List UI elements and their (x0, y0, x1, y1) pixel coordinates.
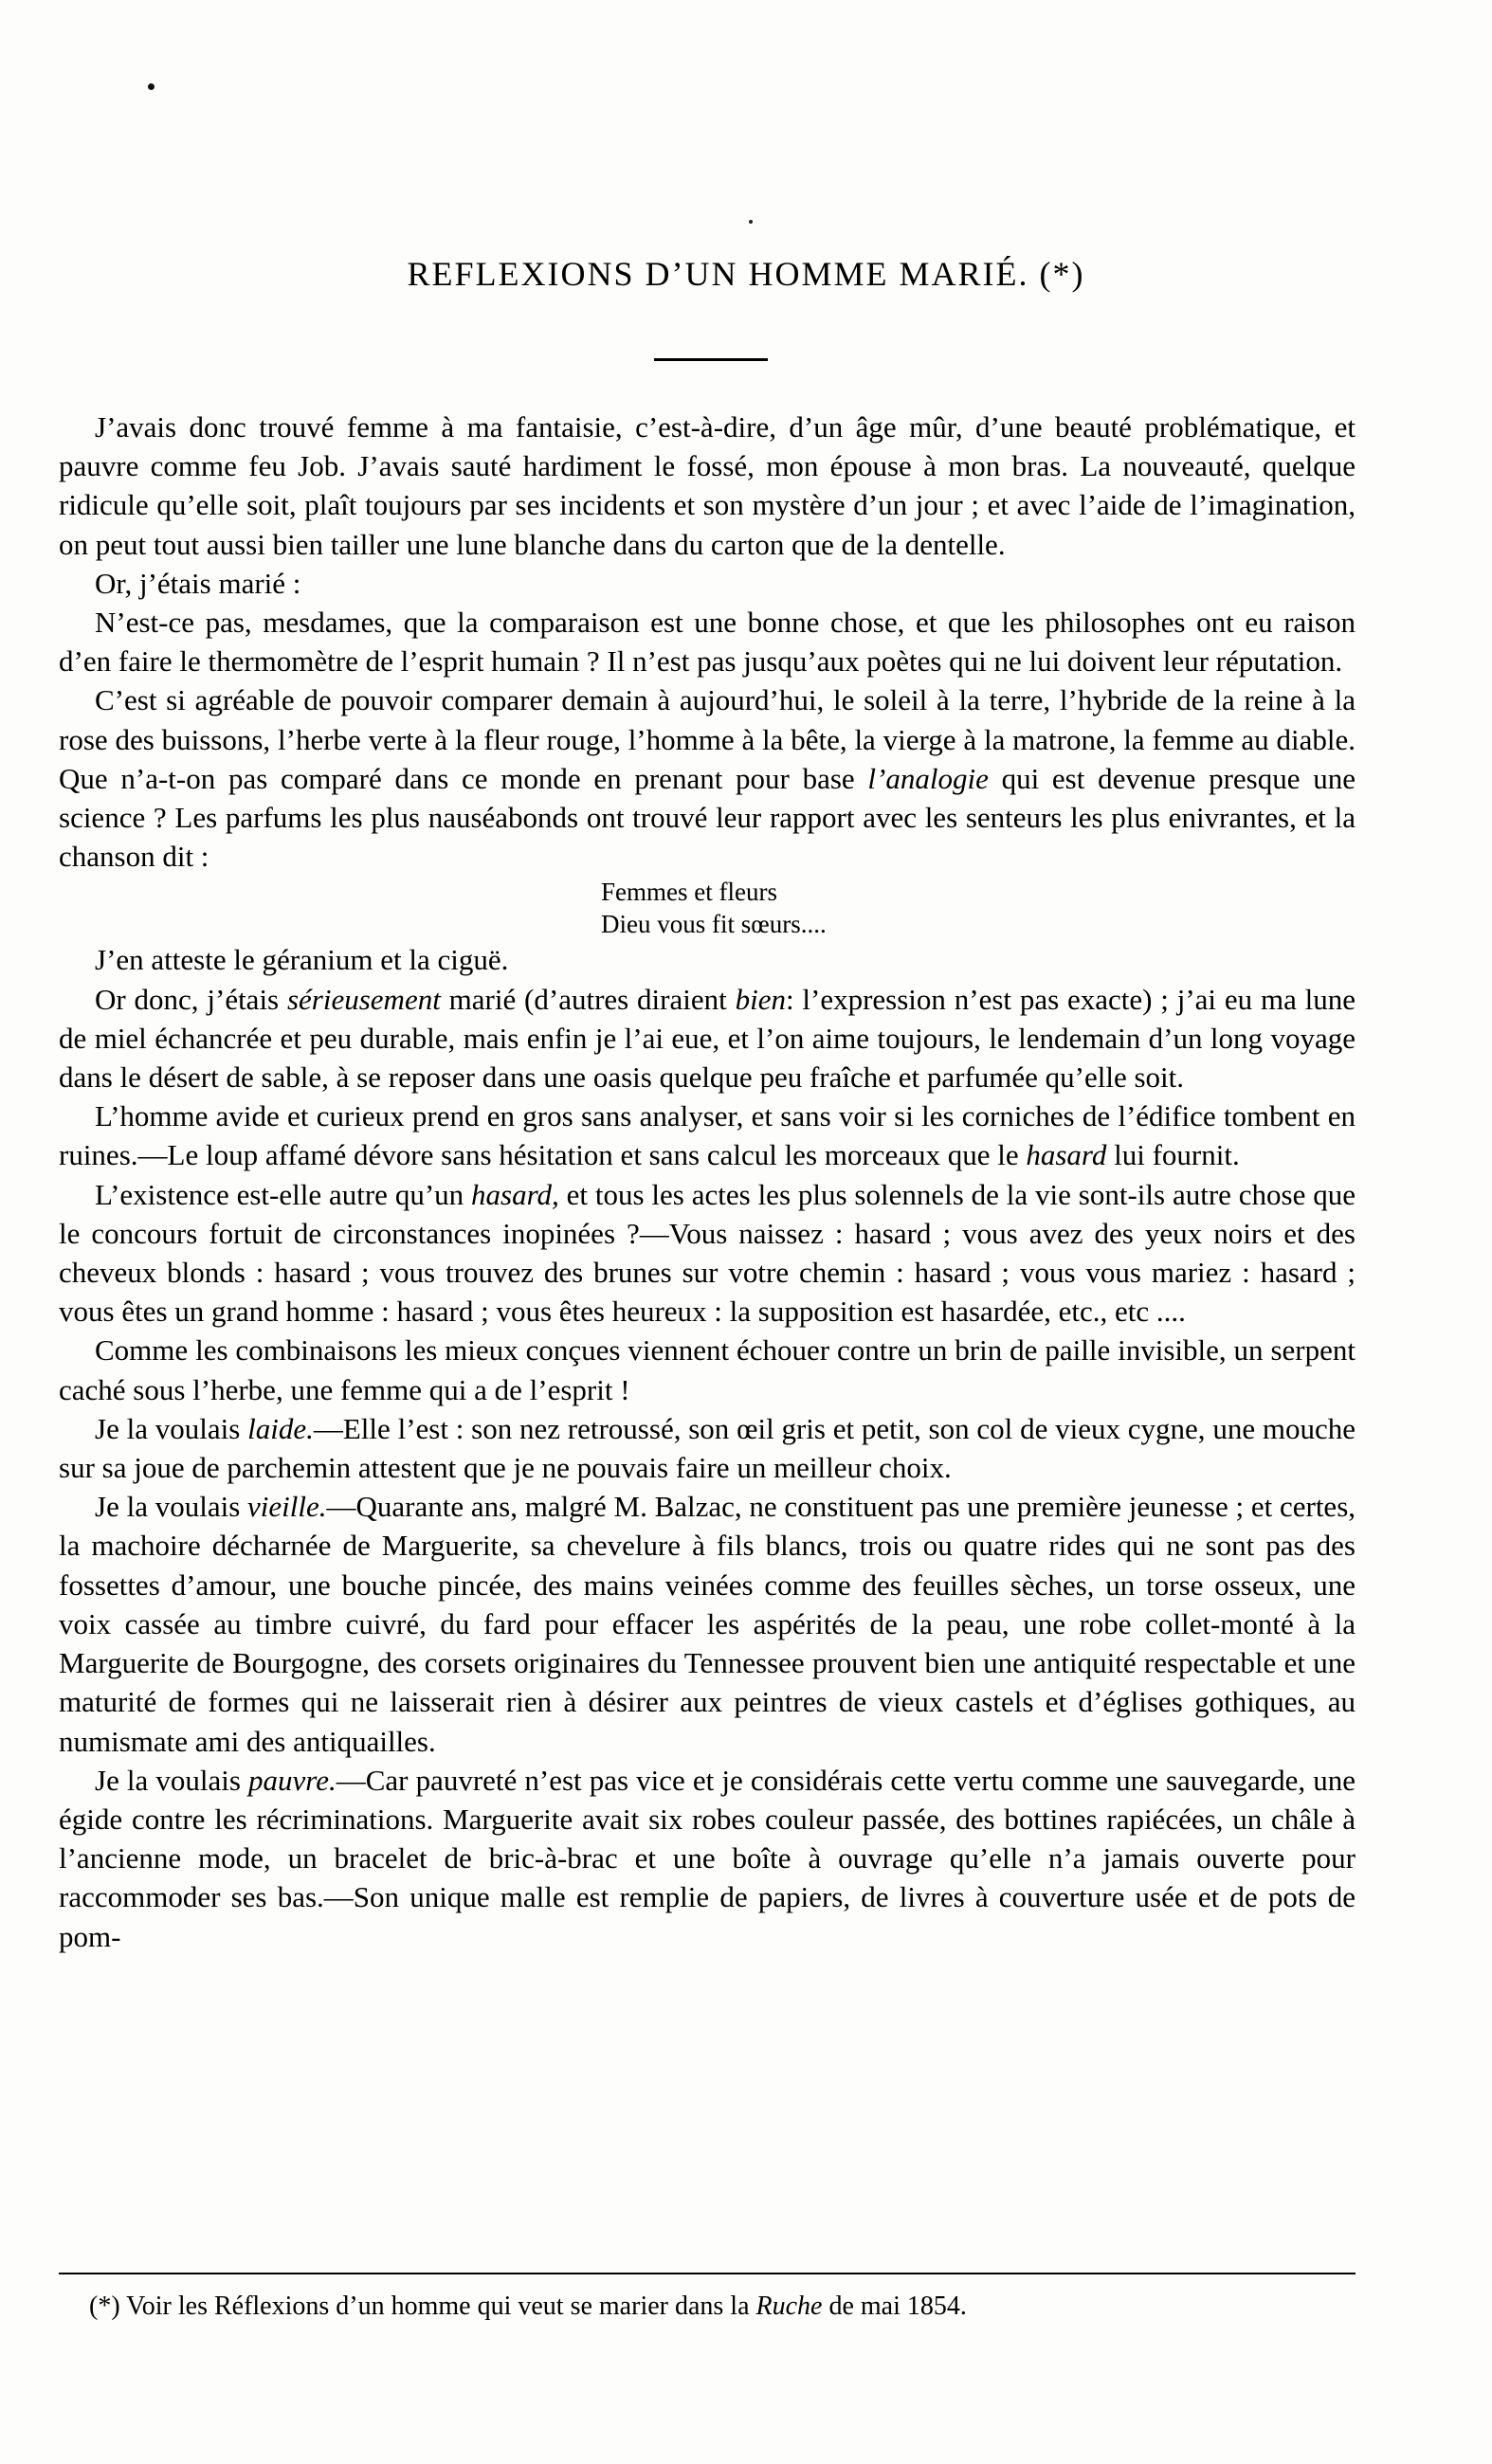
paragraph: Comme les combinaisons les mieux conçues viennent échouer contre un brin de paille invisible, un serpent caché sous l’herbe, une femme qui a de l’esprit ! (59, 1333, 1356, 1406)
page-title: REFLEXIONS D’UN HOMME MARIÉ. (*) (407, 255, 1085, 293)
verse-line: Dieu vous fit sœurs.... (601, 910, 827, 939)
article-body (59, 408, 1356, 1956)
paragraph: Or, j’étais marié : (95, 566, 301, 600)
verse-line: Femmes et fleurs (601, 878, 777, 907)
paragraph: J’avais donc trouvé femme à ma fantaisie, c’est-à-dire, d’un âge mûr, d’une beauté problématique, et pauvre comme feu Job. J’avais sauté hardiment le fossé, mon épouse à mon bras. La nouveauté, quelque ridicule qu’elle soit, plaît toujours par ses incidents et son mystère d’un jour ; et avec l’aide de l’imagination, on peut tout aussi bien tailler une lune blanche dans du carton que de la dentelle. (59, 410, 1356, 561)
paragraph: J’en atteste le géranium et la ciguë. (95, 943, 509, 977)
paragraph: L’existence est-elle autre qu’un hasard, et tous les actes les plus solennels de la vie sont-ils autre chose que le concours fortuit de circonstances inopinées ?—Vous naissez : hasard ; vous avez des yeux noirs et des cheveux blonds : hasard ; vous trouvez des brunes sur votre chemin : hasard ; vous vous mariez : hasard ; vous êtes un grand homme : hasard ; vous êtes heureux : la supposition est hasardée, etc., etc .... (59, 1177, 1356, 1329)
paragraph: N’est-ce pas, mesdames, que la comparaison est une bonne chose, et que les philosophes ont eu raison d’en faire le thermomètre de l’esprit humain ? Il n’est pas jusqu’aux poètes qui ne lui doivent leur réputation. (59, 606, 1356, 679)
paragraph: L’homme avide et curieux prend en gros sans analyser, et sans voir si les corniches de l’édifice tombent en ruines.—Le loup affamé dévore sans hésitation et sans calcul les morceaux que le hasard lui fournit. (59, 1099, 1356, 1172)
footnote-rule (59, 2273, 1356, 2274)
paragraph: Or donc, j’étais sérieusement marié (d’autres diraient bien: l’expression n’est pas exacte) ; j’ai eu ma lune de miel échancrée et peu durable, mais enfin je l’ai eue, et l’on aime toujours, le lendemain d’un long voyage dans le désert de sable, à se reposer dans une oasis quelque peu fraîche et parfumée qu’elle soit. (59, 982, 1356, 1095)
verse (59, 876, 1356, 940)
paragraph: C’est si agréable de pouvoir comparer demain à aujourd’hui, le soleil à la terre, l’hybride de la reine à la rose des buissons, l’herbe verte à la fleur rouge, l’homme à la bête, la vierge à la matrone, la femme au diable. Que n’a-t-on pas comparé dans ce monde en prenant pour base l’analogie qui est devenue presque une science ? Les parfums les plus nauséabonds ont trouvé leur rapport avec les senteurs les plus enivrantes, et la chanson dit : (59, 683, 1356, 874)
title-rule (654, 358, 768, 361)
paragraph: Je la voulais laide.—Elle l’est : son nez retroussé, son œil gris et petit, son col de vieux cygne, une mouche sur sa joue de parchemin attestent que je ne pouvais faire un meilleur choix. (59, 1411, 1356, 1485)
footnote: (*) Voir les Réflexions d’un homme qui veut se marier dans la Ruche de mai 1854. (89, 2292, 967, 2321)
footnote-mark: (*) (89, 2292, 120, 2321)
paragraph: Je la voulais vieille.—Quarante ans, malgré M. Balzac, ne constituent pas une première jeunesse ; et certes, la machoire décharnée de Marguerite, sa chevelure à fils blancs, trois ou quatre rides qui ne sont pas des fossettes d’amour, une bouche pincée, des mains veinées comme des feuilles sèches, un torse osseux, une voix cassée au timbre cuivré, du fard pour effacer les aspérités de la peau, une robe collet-monté à la Marguerite de Bourgogne, des corsets originaires du Tennessee prouvent bien une antiquité respectable et une maturité de formes qui ne laisserait rien à désirer aux peintres de vieux castels et d’églises gothiques, au numismate ami des antiquailles. (59, 1490, 1356, 1758)
paragraph: Je la voulais pauvre.—Car pauvreté n’est pas vice et je considérais cette vertu comme une sauvegarde, une égide contre les récriminations. Marguerite avait six robes couleur passée, des bottines rapiécées, un châle à l’ancienne mode, un bracelet de bric-à-brac et une boîte à ouvrage qu’elle n’a jamais ouverte pour raccommoder ses bas.—Son unique malle est remplie de papiers, de livres à couverture usée et de pots de pom- (59, 1763, 1356, 1953)
ink-speck (749, 220, 753, 224)
ink-speck (148, 83, 155, 90)
